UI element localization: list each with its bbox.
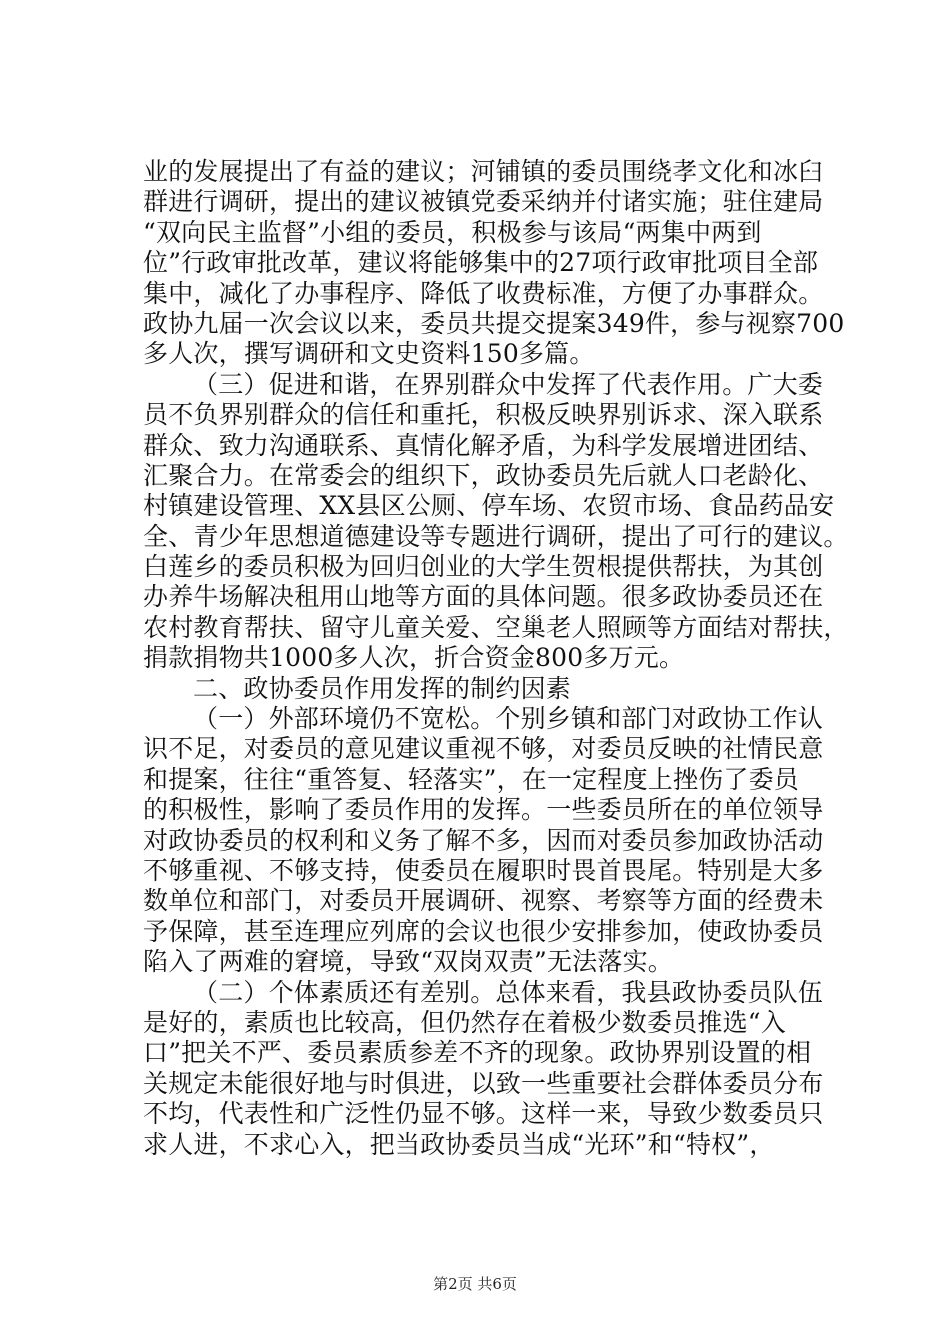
text-line: 村镇建设管理、XX县区公厕、停车场、农贸市场、食品药品安 xyxy=(143,491,835,521)
text-line: 群众、致力沟通联系、真情化解矛盾，为科学发展增进团结、 xyxy=(143,430,824,460)
text-line: 业的发展提出了有益的建议；河铺镇的委员围绕孝文化和冰臼 xyxy=(143,157,824,186)
page-number: 第2页 共6页 xyxy=(433,1275,517,1293)
text-line: 位”行政审批改革，建议将能够集中的27项行政审批项目全部 xyxy=(143,248,819,278)
paragraph-heading-2: （二）个体素质还有差别。总体来看，我县政协委员队伍 xyxy=(193,977,824,1007)
text-line: 和提案，往往“重答复、轻落实”，在一定程度上挫伤了委员 xyxy=(143,764,799,794)
text-line: 集中，减化了办事程序、降低了收费标准，方便了办事群众。 xyxy=(143,278,824,308)
text-line: 捐款捐物共1000多人次，折合资金800多万元。 xyxy=(143,643,685,673)
text-line: 不够重视、不够支持，使委员在履职时畏首畏尾。特别是大多 xyxy=(143,855,824,885)
text-line: 识不足，对委员的意见建议重视不够，对委员反映的社情民意 xyxy=(143,734,824,764)
text-line: 的积极性，影响了委员作用的发挥。一些委员所在的单位领导 xyxy=(143,795,824,825)
page-footer xyxy=(0,1273,950,1294)
section-heading-2: 二、政协委员作用发挥的制约因素 xyxy=(193,673,572,703)
document-body xyxy=(143,157,849,1160)
text-line: 办养牛场解决租用山地等方面的具体问题。很多政协委员还在 xyxy=(143,582,824,612)
text-line: 汇聚合力。在常委会的组织下，政协委员先后就人口老龄化、 xyxy=(143,460,824,490)
paragraph-heading-1: （一）外部环境仍不宽松。个别乡镇和部门对政协工作认 xyxy=(193,704,824,734)
text-line: 予保障，甚至连理应列席的会议也很少安排参加，使政协委员 xyxy=(143,916,824,946)
text-line: 不均，代表性和广泛性仍显不够。这样一来，导致少数委员只 xyxy=(143,1099,824,1129)
text-line: 全、青少年思想道德建设等专题进行调研，提出了可行的建议。 xyxy=(143,521,849,551)
text-line: 群进行调研，提出的建议被镇党委采纳并付诸实施；驻住建局 xyxy=(143,187,824,217)
text-line: “双向民主监督”小组的委员，积极参与该局“两集中两到 xyxy=(143,217,762,247)
text-line: 对政协委员的权利和义务了解不多，因而对委员参加政协活动 xyxy=(143,825,824,855)
text-line: 员不负界别群众的信任和重托，积极反映界别诉求、深入联系 xyxy=(143,400,824,430)
text-line: 陷入了两难的窘境，导致“双岗双责”无法落实。 xyxy=(143,947,673,977)
paragraph-heading-3: （三）促进和谐，在界别群众中发挥了代表作用。广大委 xyxy=(193,369,824,399)
text-line: 多人次，撰写调研和文史资料150多篇。 xyxy=(143,339,595,369)
text-line: 白莲乡的委员积极为回归创业的大学生贺根提供帮扶，为其创 xyxy=(143,552,824,582)
text-line: 是好的，素质也比较高，但仍然存在着极少数委员推选“入 xyxy=(143,1007,786,1037)
text-line: 农村教育帮扶、留守儿童关爱、空巢老人照顾等方面结对帮扶， xyxy=(143,612,849,642)
text-line: 求人进，不求心入，把当政协委员当成“光环”和“特权”， xyxy=(143,1129,775,1159)
text-line: 政协九届一次会议以来，委员共提交提案349件，参与视察700 xyxy=(143,308,845,338)
text-line: 口”把关不严、委员素质参差不齐的现象。政协界别设置的相 xyxy=(143,1038,812,1068)
text-line: 数单位和部门，对委员开展调研、视察、考察等方面的经费未 xyxy=(143,886,824,916)
text-line: 关规定未能很好地与时俱进，以致一些重要社会群体委员分布 xyxy=(143,1068,824,1098)
